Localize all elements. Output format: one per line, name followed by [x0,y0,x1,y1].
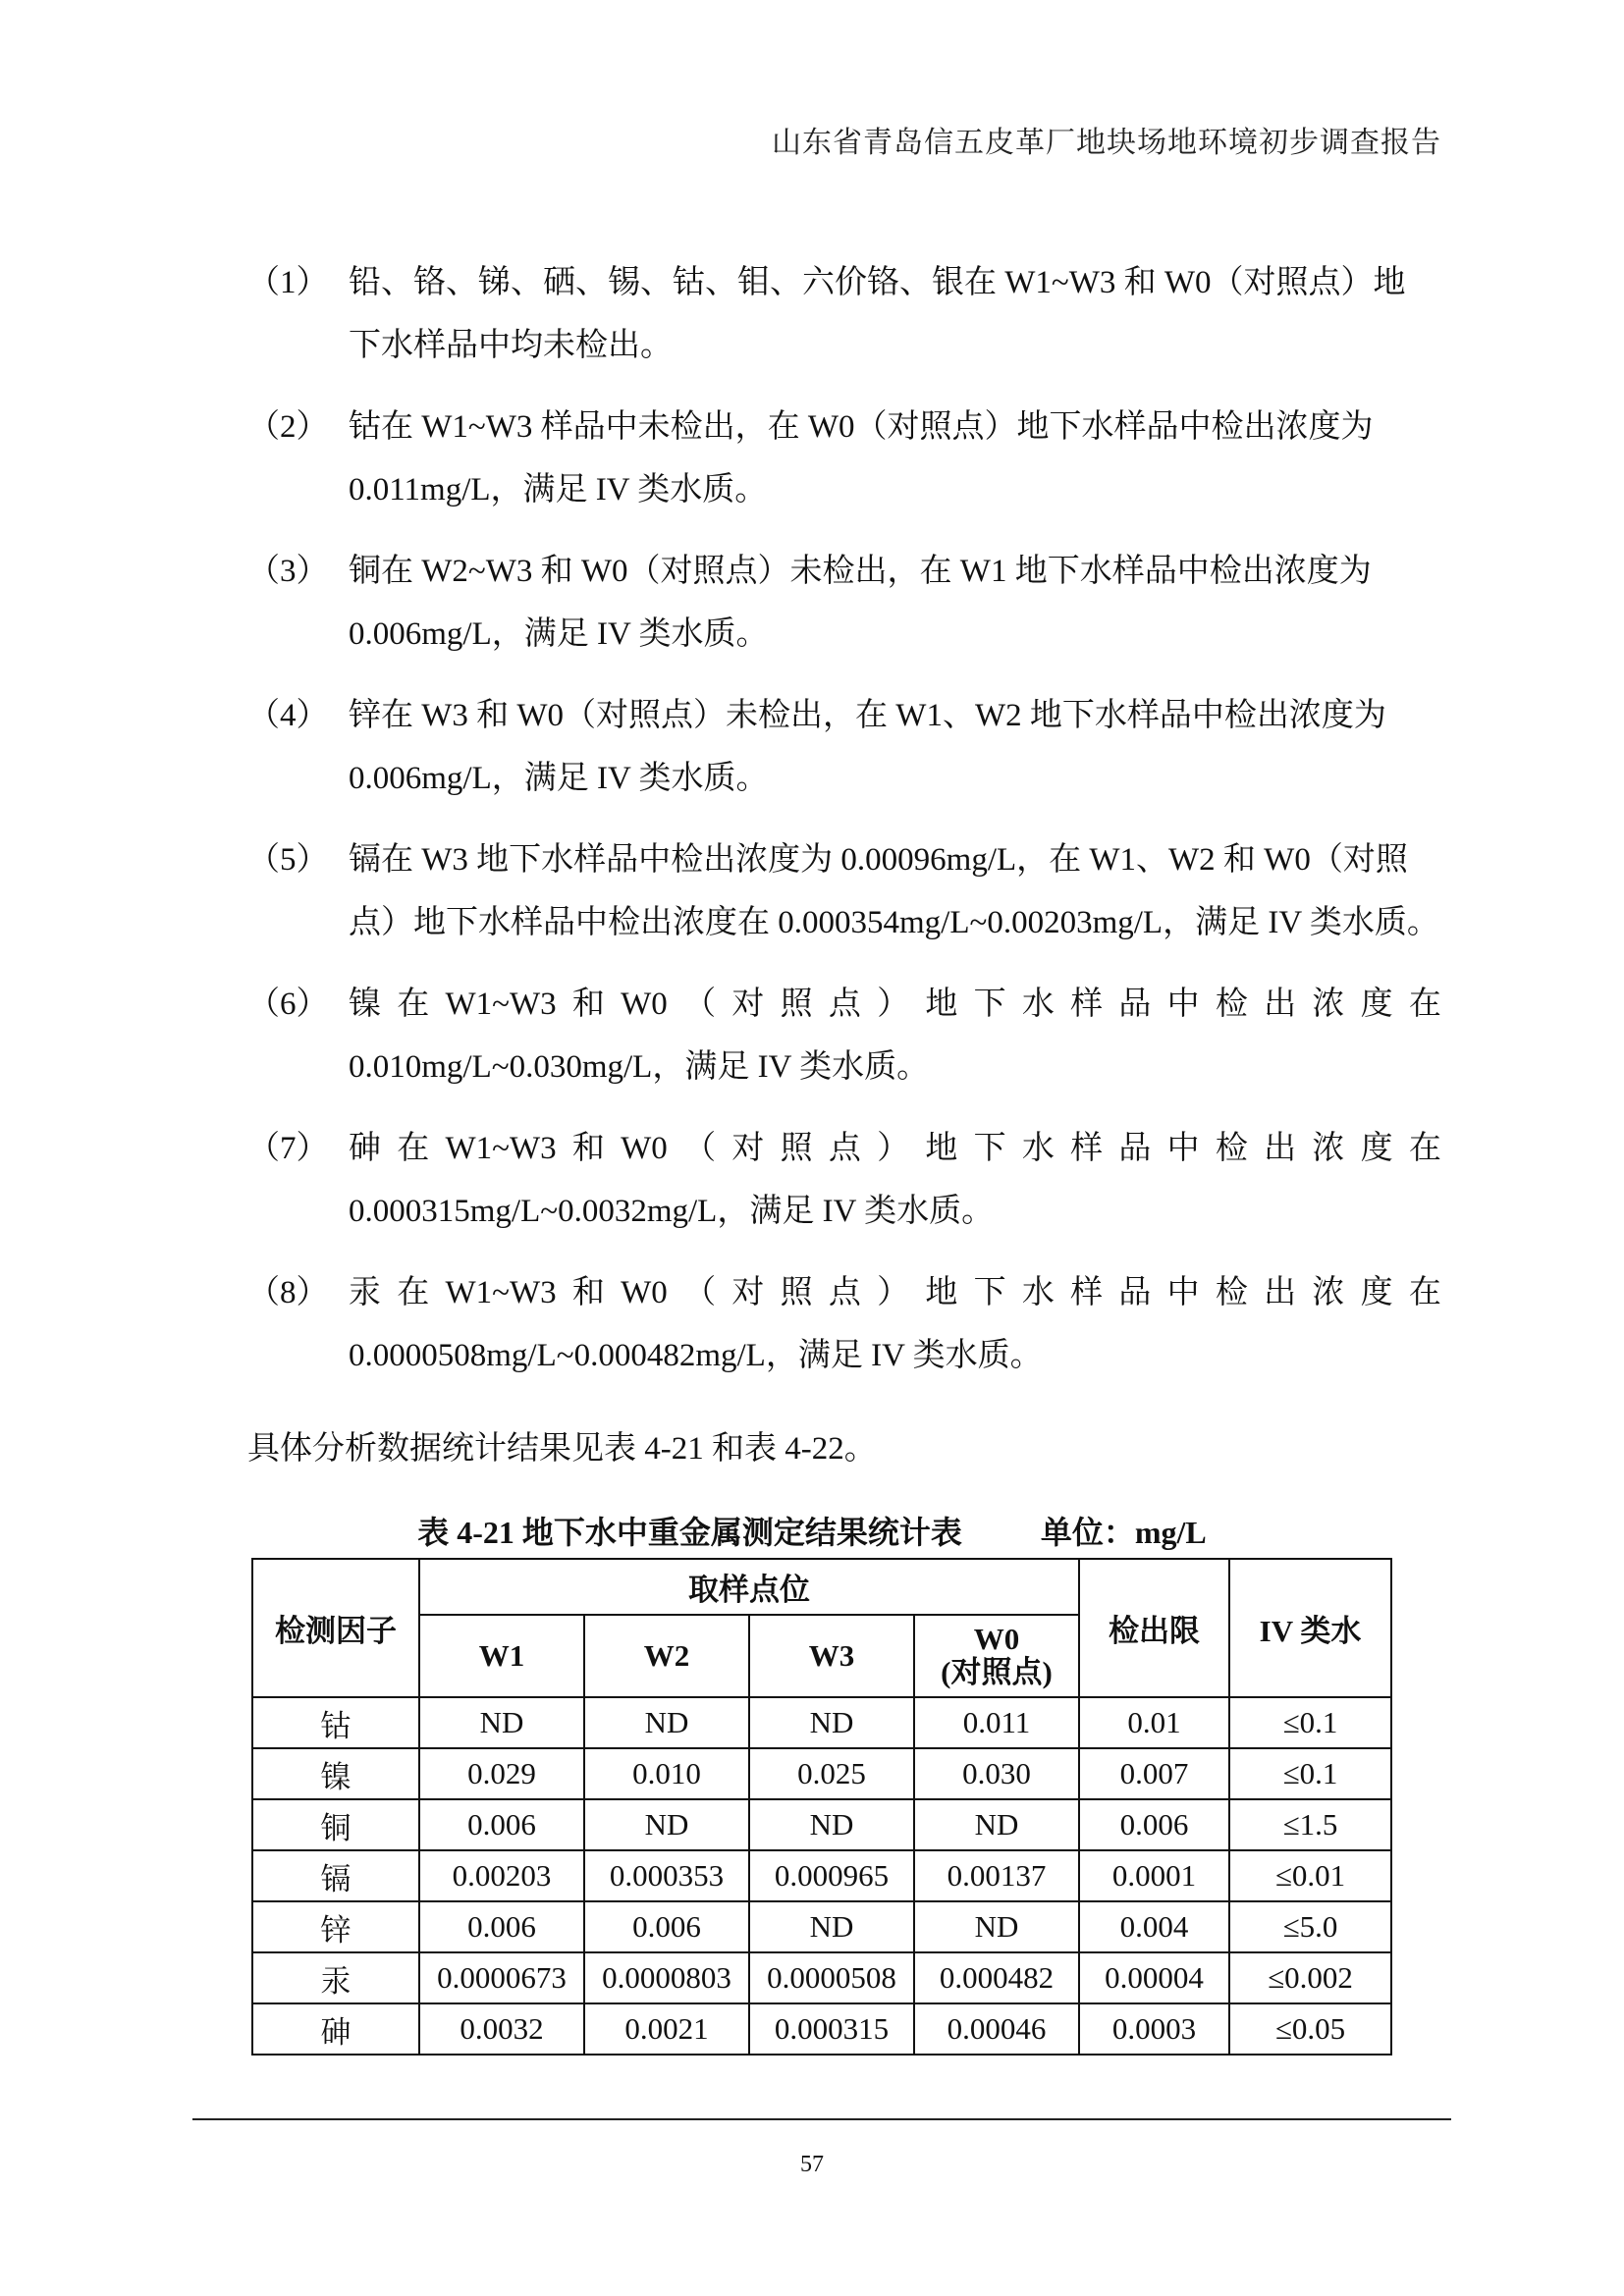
w0-cell: ND [914,1901,1079,1952]
w2-cell: ND [584,1799,749,1850]
w2-cell: 0.0021 [584,2003,749,2055]
finding-word: 中 [1166,1275,1200,1310]
finding-line-1: 铜在 W2~W3 和 W0（对照点）未检出，在 W1 地下水样品中检出浓度为 [349,554,1372,589]
finding-word: 中 [1166,1131,1200,1166]
factor-cell: 钴 [252,1697,419,1748]
finding-line-2: 0.010mg/L~0.030mg/L，满足 IV 类水质。 [349,1049,930,1085]
finding-word: 在 [1408,1275,1441,1310]
finding-word: 出 [1264,1131,1297,1166]
page-number: 57 [800,2152,824,2177]
detection-limit-cell: 0.01 [1079,1697,1229,1748]
footer-divider [192,2118,1451,2120]
finding-number: （4） [247,698,329,733]
finding-word: （ [683,1131,717,1166]
factor-cell: 镉 [252,1850,419,1901]
factor-cell: 砷 [252,2003,419,2055]
finding-number: （1） [247,265,329,300]
finding-word: W1~W3 [445,987,557,1022]
finding-word: 在 [397,1275,430,1310]
finding-word: 下 [973,987,1006,1022]
standard-cell: ≤1.5 [1229,1799,1391,1850]
finding-word: 度 [1360,1275,1393,1310]
w0-cell: 0.00046 [914,2003,1079,2055]
finding-word: 检 [1215,1131,1248,1166]
finding-word: ） [877,1131,910,1166]
standard-cell: ≤0.002 [1229,1952,1391,2003]
w0-cell: 0.011 [914,1697,1079,1748]
finding-line-1 [349,985,1441,1024]
header-w0-sub: (对照点) [941,1655,1053,1689]
w3-cell: ND [749,1901,914,1952]
finding-word: 样 [1070,1275,1104,1310]
finding-word: 地 [925,1275,958,1310]
finding-word: （ [683,987,717,1022]
table-row [252,2003,1391,2055]
finding-word: W0 [621,1131,668,1166]
finding-word: 检 [1215,987,1248,1022]
table-row [252,1952,1391,2003]
finding-word: 砷 [349,1131,381,1166]
finding-number: （8） [247,1275,329,1310]
factor-cell: 镍 [252,1748,419,1799]
header-w2: W2 [584,1615,749,1697]
finding-number: （3） [247,554,329,589]
finding-word: 点 [828,1131,861,1166]
finding-word: 水 [1021,1131,1055,1166]
w3-cell: 0.025 [749,1748,914,1799]
finding-word: 中 [1166,987,1200,1022]
table-row [252,1748,1391,1799]
w2-cell: 0.010 [584,1748,749,1799]
standard-cell: ≤0.1 [1229,1697,1391,1748]
w1-cell: 0.006 [419,1901,584,1952]
w0-cell: 0.00137 [914,1850,1079,1901]
detection-limit-cell: 0.006 [1079,1799,1229,1850]
finding-word: 和 [571,1275,605,1310]
finding-word: 品 [1118,1131,1152,1166]
finding-word: W1~W3 [445,1131,557,1166]
finding-number: （6） [247,987,329,1022]
table-row [252,1799,1391,1850]
factor-cell: 汞 [252,1952,419,2003]
table-caption-title: 表 4-21 地下水中重金属测定结果统计表 [417,1515,962,1550]
finding-line-1 [349,1129,1441,1168]
finding-word: 浓 [1312,1275,1345,1310]
finding-word: 下 [973,1131,1006,1166]
finding-word: 在 [1408,987,1441,1022]
w1-cell: ND [419,1697,584,1748]
header-class-iv-standard: IV 类水 [1229,1559,1391,1697]
summary-text: 具体分析数据统计结果见表 4-21 和表 4-22。 [247,1431,877,1467]
finding-word: W0 [621,987,668,1022]
standard-cell: ≤5.0 [1229,1901,1391,1952]
w1-cell: 0.006 [419,1799,584,1850]
w2-cell: 0.0000803 [584,1952,749,2003]
w2-cell: 0.000353 [584,1850,749,1901]
table-row [252,1901,1391,1952]
finding-word: 品 [1118,1275,1152,1310]
heavy-metal-table [251,1558,1392,2056]
table-caption [0,1508,1624,1553]
finding-line-1: 镉在 W3 地下水样品中检出浓度为 0.00096mg/L，在 W1、W2 和 W0（对照 [349,842,1408,878]
w1-cell: 0.00203 [419,1850,584,1901]
finding-line-2: 0.011mg/L，满足 IV 类水质。 [349,472,768,507]
header-w3: W3 [749,1615,914,1697]
page-header: 山东省青岛信五皮革厂地块场地环境初步调查报告 [772,127,1441,159]
detection-limit-cell: 0.0003 [1079,2003,1229,2055]
finding-word: W0 [621,1275,668,1310]
w2-cell: 0.006 [584,1901,749,1952]
detection-limit-cell: 0.007 [1079,1748,1229,1799]
finding-word: 地 [925,987,958,1022]
finding-word: 照 [780,1275,813,1310]
finding-word: 水 [1021,1275,1055,1310]
finding-word: 对 [731,987,765,1022]
finding-word: 出 [1264,987,1297,1022]
w1-cell: 0.029 [419,1748,584,1799]
w0-cell: ND [914,1799,1079,1850]
finding-word: 对 [731,1131,765,1166]
finding-word: ） [877,1275,910,1310]
finding-word: 浓 [1312,1131,1345,1166]
header-factor: 检测因子 [252,1559,419,1697]
w1-cell: 0.0032 [419,2003,584,2055]
header-sampling-points: 取样点位 [419,1559,1079,1615]
finding-line-2: 0.000315mg/L~0.0032mg/L，满足 IV 类水质。 [349,1194,995,1229]
standard-cell: ≤0.1 [1229,1748,1391,1799]
detection-limit-cell: 0.00004 [1079,1952,1229,2003]
table-row [252,1850,1391,1901]
table-row [252,1697,1391,1748]
w2-cell: ND [584,1697,749,1748]
header-detection-limit: 检出限 [1079,1559,1229,1697]
finding-line-2: 下水样品中均未检出。 [349,328,673,363]
table-body [252,1697,1391,2055]
finding-line-2: 0.006mg/L，满足 IV 类水质。 [349,761,769,796]
header-w0 [914,1615,1079,1697]
finding-line-1: 铅、铬、锑、硒、锡、钴、钼、六价铬、银在 W1~W3 和 W0（对照点）地 [349,265,1406,300]
finding-word: 在 [1408,1131,1441,1166]
finding-word: 检 [1215,1275,1248,1310]
finding-word: 照 [780,1131,813,1166]
finding-word: ） [877,987,910,1022]
header-w1: W1 [419,1615,584,1697]
finding-word: 在 [397,987,430,1022]
finding-line-1: 钴在 W1~W3 样品中未检出，在 W0（对照点）地下水样品中检出浓度为 [349,409,1374,445]
finding-number: （5） [247,842,329,878]
finding-word: 点 [828,1275,861,1310]
finding-line-2: 0.0000508mg/L~0.000482mg/L，满足 IV 类水质。 [349,1338,1043,1373]
finding-word: 对 [731,1275,765,1310]
finding-word: 镍 [349,987,381,1022]
finding-word: 和 [571,1131,605,1166]
finding-line-1: 锌在 W3 和 W0（对照点）未检出，在 W1、W2 地下水样品中检出浓度为 [349,698,1386,733]
finding-word: 度 [1360,1131,1393,1166]
finding-word: 浓 [1312,987,1345,1022]
finding-word: 在 [397,1131,430,1166]
finding-line-1 [349,1273,1441,1312]
finding-number: （7） [247,1131,329,1166]
detection-limit-cell: 0.0001 [1079,1850,1229,1901]
finding-word: 汞 [349,1275,381,1310]
finding-word: 样 [1070,987,1104,1022]
w1-cell: 0.0000673 [419,1952,584,2003]
finding-word: 点 [828,987,861,1022]
w3-cell: 0.0000508 [749,1952,914,2003]
w0-cell: 0.030 [914,1748,1079,1799]
finding-number: （2） [247,409,329,445]
w3-cell: 0.000315 [749,2003,914,2055]
finding-line-2: 0.006mg/L，满足 IV 类水质。 [349,616,769,652]
finding-word: 地 [925,1131,958,1166]
finding-word: （ [683,1275,717,1310]
finding-word: W1~W3 [445,1275,557,1310]
w3-cell: 0.000965 [749,1850,914,1901]
finding-word: 出 [1264,1275,1297,1310]
detection-limit-cell: 0.004 [1079,1901,1229,1952]
standard-cell: ≤0.05 [1229,2003,1391,2055]
w3-cell: ND [749,1697,914,1748]
finding-word: 品 [1118,987,1152,1022]
finding-word: 度 [1360,987,1393,1022]
finding-word: 和 [571,987,605,1022]
factor-cell: 锌 [252,1901,419,1952]
finding-word: 下 [973,1275,1006,1310]
w3-cell: ND [749,1799,914,1850]
finding-word: 水 [1021,987,1055,1022]
finding-word: 照 [780,987,813,1022]
w0-cell: 0.000482 [914,1952,1079,2003]
header-w0-label: W0 [973,1622,1020,1656]
standard-cell: ≤0.01 [1229,1850,1391,1901]
factor-cell: 铜 [252,1799,419,1850]
finding-word: 样 [1070,1131,1104,1166]
table-unit: 单位：mg/L [1040,1515,1207,1550]
finding-line-2: 点）地下水样品中检出浓度在 0.000354mg/L~0.00203mg/L，满足 IV 类水质。 [349,905,1439,940]
